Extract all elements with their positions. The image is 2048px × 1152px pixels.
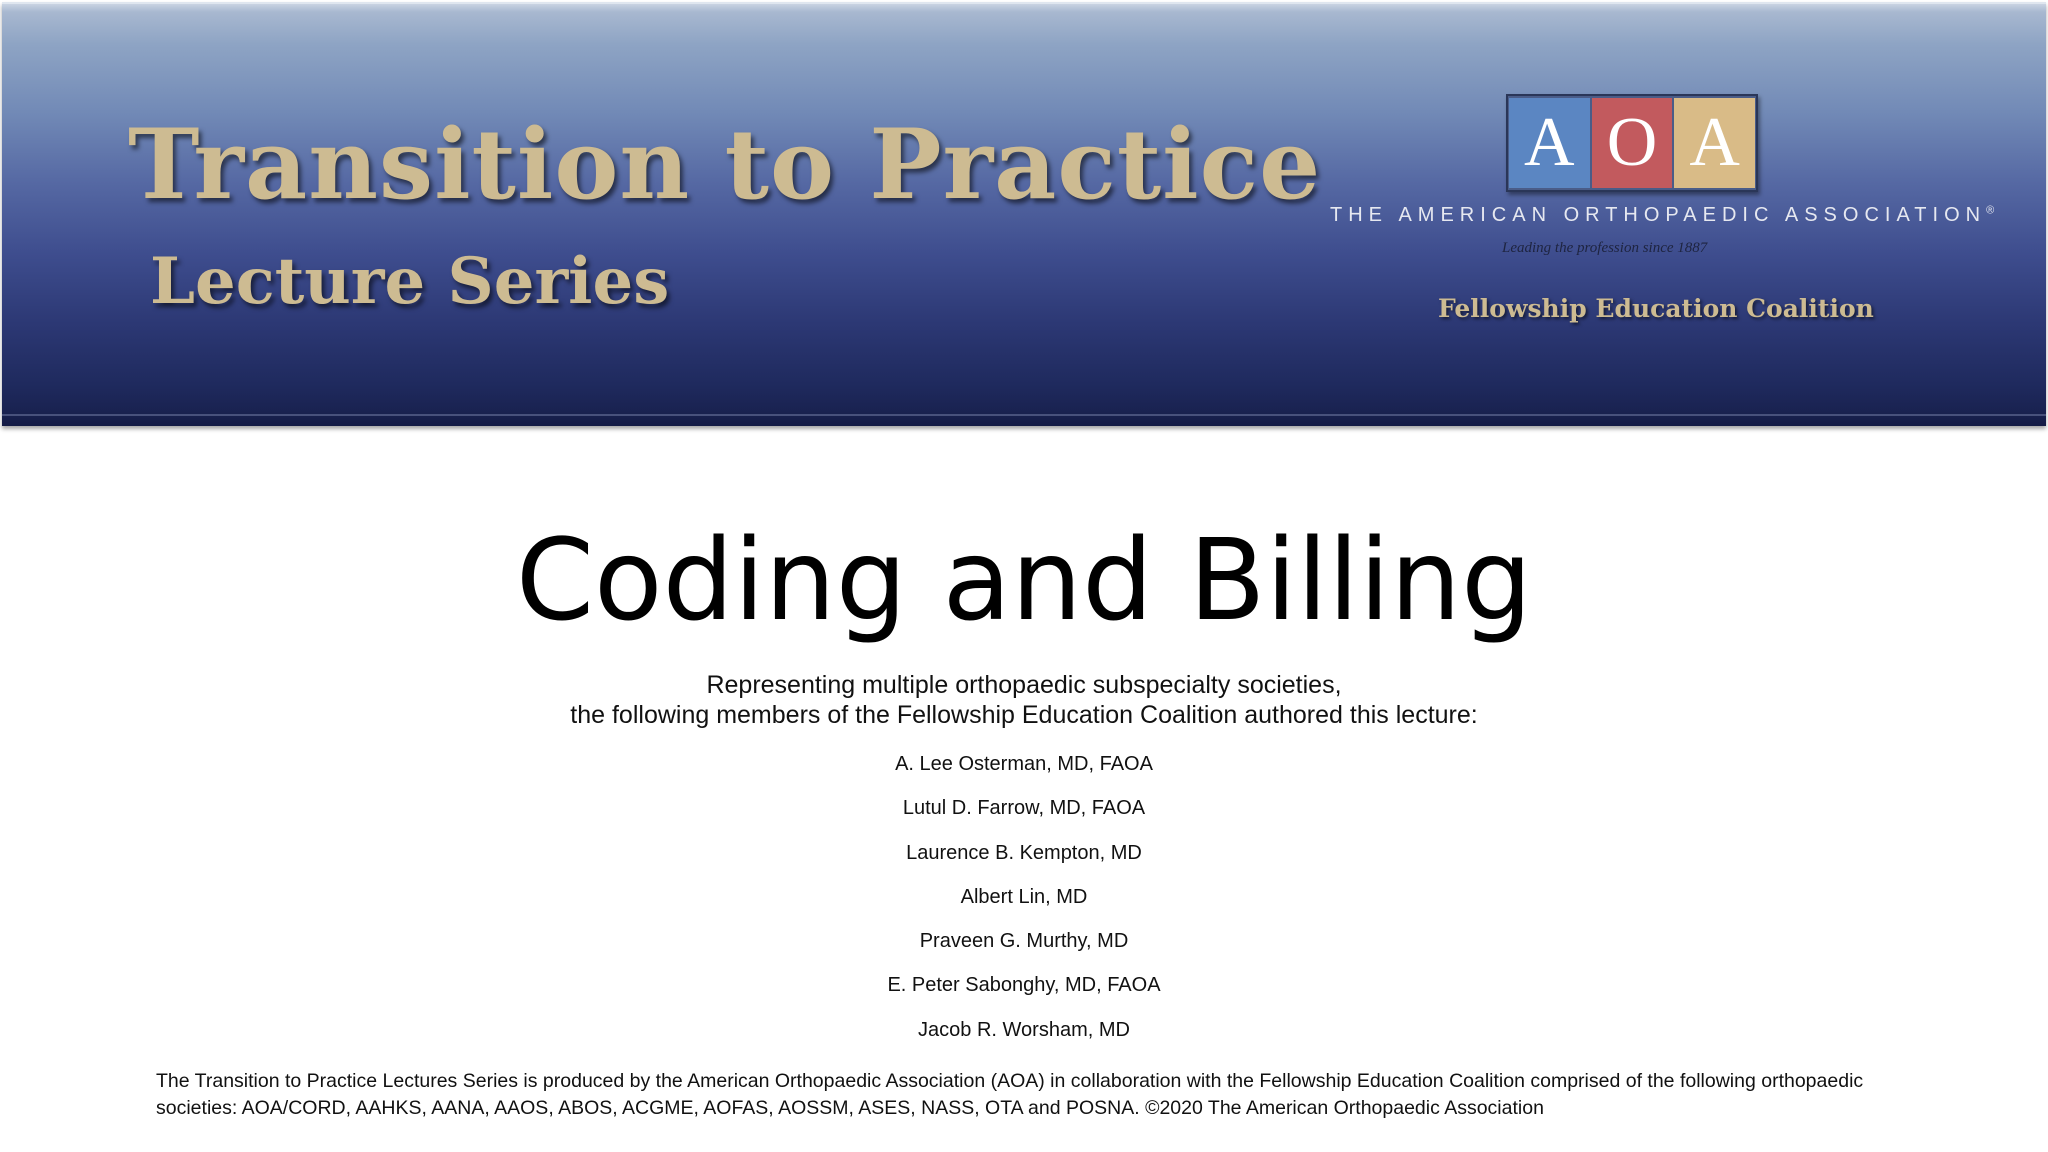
coalition-label: Fellowship Education Coalition [1438, 294, 1874, 323]
slide-title: Coding and Billing [515, 516, 1533, 646]
aoa-logo-letter-a-second: A [1674, 98, 1755, 188]
author-list [0, 748, 2048, 1058]
intro-line-1: Representing multiple orthopaedic subspecialty societies, [706, 671, 1342, 699]
organization-name [1330, 204, 1995, 227]
intro-line-2: the following members of the Fellowship Education Coalition authored this lecture: [570, 701, 1478, 729]
organization-name-text: THE AMERICAN ORTHOPAEDIC ASSOCIATION [1330, 204, 1987, 226]
author-item: A. Lee Osterman, MD, FAOA [895, 753, 1153, 775]
author-item: Laurence B. Kempton, MD [906, 841, 1142, 864]
aoa-logo [1506, 94, 1758, 192]
author-item: E. Peter Sabonghy, MD, FAOA [887, 974, 1161, 997]
author-item: Praveen G. Murthy, MD [919, 930, 1129, 953]
aoa-logo-letter-o: O [1592, 98, 1673, 188]
registered-mark: ® [1986, 204, 1995, 217]
intro-text [0, 670, 2048, 730]
banner-edge-line [2, 414, 2046, 416]
author-item: Jacob R. Worsham, MD [918, 1018, 1130, 1041]
aoa-logo-letter-a: A [1509, 98, 1590, 188]
header-banner [2, 2, 2046, 426]
organization-tagline: Leading the profession since 1887 [1502, 240, 1708, 256]
author-item: Lutul D. Farrow, MD, FAOA [902, 797, 1146, 820]
banner-title: Transition to Practice [128, 108, 1322, 221]
banner-subtitle: Lecture Series [150, 244, 670, 319]
author-item: Albert Lin, MD [960, 885, 1088, 908]
footer-note: The Transition to Practice Lectures Series is produced by the American Orthopaedic Association (AOA) in collaboration with the Fellowship Education Coalition comprised of the following orthopaedic societies: AOA/CORD, AAHKS, AANA, AAOS, ABOS, ACGME, AOFAS, AOSSM, ASES, NASS, OTA and POSNA. ©2020 The American Orthopaedic Association [156, 1070, 1864, 1119]
